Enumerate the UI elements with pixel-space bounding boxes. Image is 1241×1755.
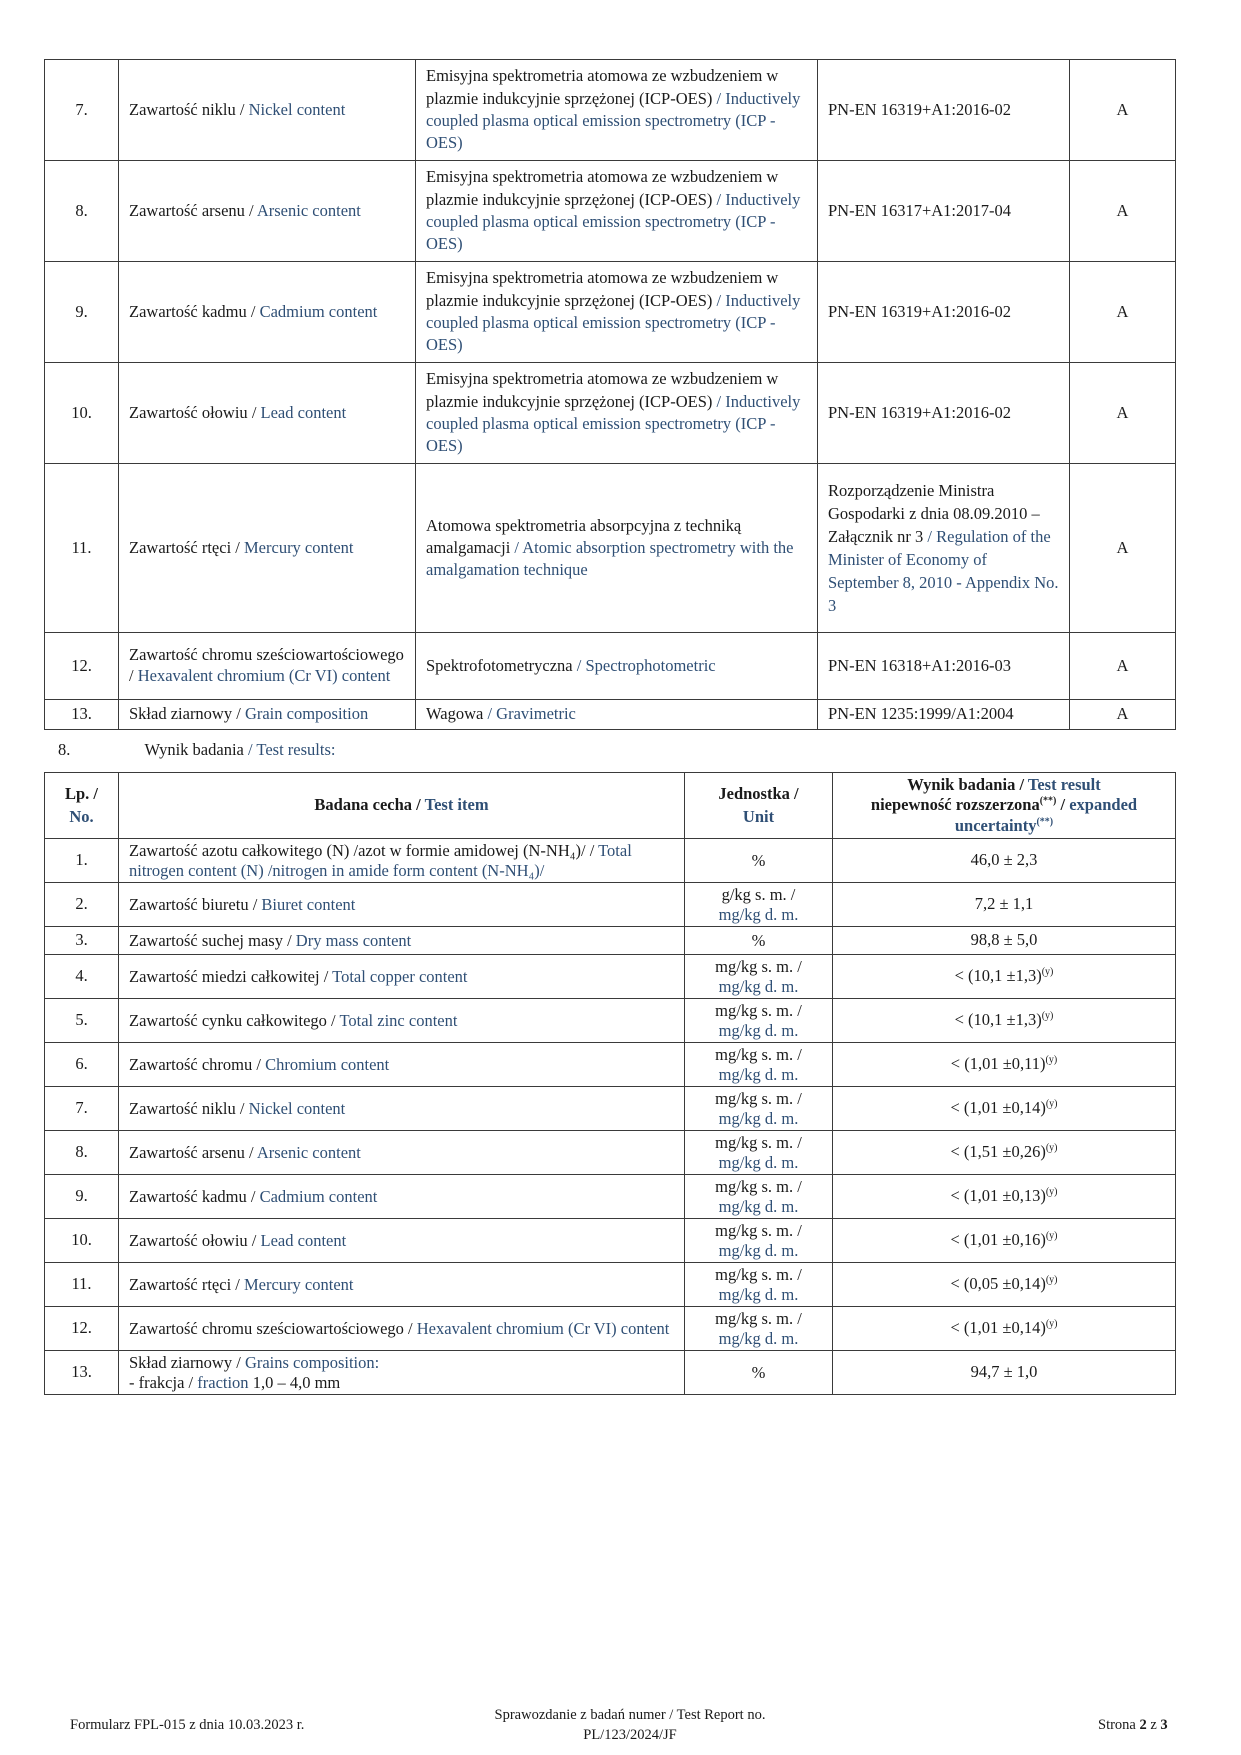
result-cell	[833, 839, 1176, 883]
result-row	[45, 1351, 1176, 1395]
feature-en: Grain composition	[244, 704, 369, 724]
result-footnote: (y)	[1045, 1186, 1058, 1198]
result-cell	[833, 927, 1176, 955]
unit-cell	[685, 1087, 833, 1131]
result-value: < (1,01 ±0,13)	[950, 1186, 1046, 1206]
header-unc-sup: (**)	[1039, 795, 1057, 807]
norm-pl: PN-EN 16319+A1:2016-02	[828, 402, 1012, 422]
test-item-cell	[119, 999, 685, 1043]
header-unc-en-sup: (**)	[1036, 816, 1054, 828]
header-unc-en: expanded uncertainty	[954, 795, 1138, 835]
test-item-cell	[119, 1087, 685, 1131]
feature-pl: Zawartość niklu	[129, 99, 236, 119]
result-cell	[833, 1263, 1176, 1307]
item-pl: Zawartość biuretu /	[129, 894, 258, 914]
norm-cell	[818, 700, 1070, 730]
item-en: Grains composition:	[244, 1352, 380, 1372]
unit-cell	[685, 927, 833, 955]
item-en: Cadmium content	[259, 1186, 378, 1206]
item-extra-pl: - frakcja /	[129, 1372, 194, 1392]
result-row	[45, 1219, 1176, 1263]
result-footnote: (y)	[1045, 1054, 1058, 1066]
row-number: 4.	[45, 955, 119, 999]
test-item-cell	[119, 955, 685, 999]
norm-pl: Rozporządzenie Ministra Gospodarki z dnia 08.09.2010 – Załącznik nr 3	[828, 480, 1040, 546]
feature-en: Hexavalent chromium (Cr VI) content	[137, 666, 391, 685]
method-en: Gravimetric	[496, 704, 576, 724]
category-cell: A	[1070, 363, 1176, 464]
methods-row	[45, 161, 1176, 262]
header-unit-en: Unit	[742, 806, 775, 826]
unit-cell	[685, 955, 833, 999]
result-row	[45, 1263, 1176, 1307]
result-footnote: (y)	[1045, 1230, 1058, 1242]
unit-en: mg/kg d. m.	[718, 1064, 799, 1084]
header-unit-pl: Jednostka /	[718, 784, 799, 804]
test-item-cell	[119, 927, 685, 955]
method-pl: Emisyjna spektrometria atomowa ze wzbudzeniem w plazmie indukcyjnie sprzężonej (ICP-OES)	[426, 369, 779, 411]
unit-en: mg/kg d. m.	[718, 1196, 799, 1216]
result-row	[45, 999, 1176, 1043]
item-en: Total zinc content	[339, 1010, 458, 1030]
result-value: < (1,01 ±0,11)	[950, 1054, 1046, 1074]
row-number: 1.	[45, 839, 119, 883]
test-item-cell	[119, 883, 685, 927]
unit-en: mg/kg d. m.	[718, 904, 799, 924]
method-en: Spectrophotometric	[585, 655, 716, 675]
result-row	[45, 1307, 1176, 1351]
unit-pl: %	[751, 930, 766, 950]
item-extra-value: 1,0 – 4,0 mm	[252, 1372, 341, 1392]
feature-cell: Skład ziarnowy / Grain composition	[119, 700, 416, 730]
unit-en: mg/kg d. m.	[718, 1240, 799, 1260]
result-footnote: (y)	[1045, 1274, 1058, 1286]
feature-pl: Zawartość kadmu	[129, 301, 247, 321]
row-number: 10.	[45, 1219, 119, 1263]
test-item-cell	[119, 1263, 685, 1307]
norm-pl: PN-EN 16319+A1:2016-02	[828, 301, 1012, 321]
norm-cell: Rozporządzenie Ministra Gospodarki z dnia 08.09.2010 – Załącznik nr 3 / Regulation of the Minister of Economy of September 8, 2010 - Appendix No. 3	[818, 464, 1070, 633]
result-cell	[833, 1219, 1176, 1263]
unit-cell	[685, 1043, 833, 1087]
result-cell	[833, 883, 1176, 927]
test-item-cell	[119, 1351, 685, 1395]
result-value: < (1,51 ±0,26)	[950, 1142, 1046, 1162]
row-number: 9.	[45, 1175, 119, 1219]
footer-report-label: Sprawozdanie z badań numer / Test Report no.	[494, 1707, 766, 1723]
result-cell	[833, 1087, 1176, 1131]
result-cell	[833, 1175, 1176, 1219]
feature-pl: Zawartość chromu sześciowartościowego	[129, 645, 404, 665]
unit-cell	[685, 839, 833, 883]
item-pl: Zawartość kadmu /	[129, 1186, 256, 1206]
section-number: 8.	[58, 740, 71, 759]
feature-en: Cadmium content	[259, 301, 378, 321]
norm-cell	[818, 262, 1070, 363]
method-pl: Atomowa spektrometria absorpcyjna z techniką amalgamacji	[426, 515, 742, 557]
header-lp-en: No.	[69, 806, 94, 826]
norm-pl: PN-EN 16319+A1:2016-02	[828, 99, 1012, 119]
feature-pl: Zawartość rtęci	[129, 537, 232, 557]
header-unc-pl: niepewność rozszerzona	[870, 795, 1040, 815]
methods-row	[45, 60, 1176, 161]
item-pl: Zawartość ołowiu /	[129, 1230, 257, 1250]
footer-report-id: PL/123/2024/JF	[583, 1726, 677, 1743]
header-result-en: Test result	[1027, 774, 1101, 794]
unit-en: mg/kg d. m.	[718, 1020, 799, 1040]
item-en: Total copper content	[332, 966, 468, 986]
category-cell: A	[1070, 262, 1176, 363]
feature-cell: Zawartość arsenu / Arsenic content	[119, 161, 416, 262]
result-footnote: (y)	[1041, 966, 1054, 978]
result-cell	[833, 1307, 1176, 1351]
method-cell: Emisyjna spektrometria atomowa ze wzbudzeniem w plazmie indukcyjnie sprzężonej (ICP-OES) / Inductively coupled plasma optical emission spectrometry (ICP -OES)	[416, 161, 818, 262]
norm-pl: PN-EN 1235:1999/A1:2004	[828, 704, 1014, 724]
row-number: 7.	[45, 60, 119, 161]
feature-cell: Zawartość chromu sześciowartościowego / Hexavalent chromium (Cr VI) content	[119, 633, 416, 700]
test-item-cell	[119, 1043, 685, 1087]
result-row	[45, 1087, 1176, 1131]
unit-pl: %	[751, 850, 766, 870]
row-number: 12.	[45, 633, 119, 700]
results-header-row	[45, 773, 1176, 839]
results-table	[44, 772, 1176, 1395]
section-label-en: Test results:	[256, 740, 336, 759]
result-cell	[833, 1351, 1176, 1395]
page-total: 3	[1160, 1717, 1168, 1733]
category-cell: A	[1070, 633, 1176, 700]
item-pl: Zawartość niklu /	[129, 1098, 245, 1118]
header-item-en: Test item	[424, 795, 489, 815]
norm-cell	[818, 60, 1070, 161]
page-prefix: Strona	[1098, 1717, 1136, 1733]
result-row	[45, 927, 1176, 955]
unit-pl: mg/kg s. m. /	[715, 1308, 802, 1328]
methods-row	[45, 464, 1176, 633]
result-cell	[833, 999, 1176, 1043]
results-body	[45, 839, 1176, 1395]
method-en: Inductively coupled plasma optical emission spectrometry (ICP -OES)	[426, 189, 801, 254]
method-en: Inductively coupled plasma optical emission spectrometry (ICP -OES)	[426, 88, 801, 153]
method-cell: Wagowa / Gravimetric	[416, 700, 818, 730]
unit-en: mg/kg d. m.	[718, 1328, 799, 1348]
result-value: 7,2 ± 1,1	[974, 894, 1034, 914]
feature-cell: Zawartość rtęci / Mercury content	[119, 464, 416, 633]
unit-en: mg/kg d. m.	[718, 976, 799, 996]
category-cell: A	[1070, 161, 1176, 262]
feature-en: Nickel content	[248, 99, 346, 119]
feature-en: Lead content	[260, 402, 347, 422]
result-row	[45, 883, 1176, 927]
method-pl: Emisyjna spektrometria atomowa ze wzbudzeniem w plazmie indukcyjnie sprzężonej (ICP-OES)	[426, 66, 779, 108]
unit-pl: %	[751, 1362, 766, 1382]
result-value: < (1,01 ±0,14)	[950, 1318, 1046, 1338]
norm-cell	[818, 363, 1070, 464]
footer-form-id: Formularz FPL-015 z dnia 10.03.2023 r.	[70, 1717, 305, 1733]
test-item-cell	[119, 1175, 685, 1219]
footer-page-number	[1098, 1716, 1168, 1736]
result-footnote: (y)	[1045, 1142, 1058, 1154]
feature-cell: Zawartość niklu / Nickel content	[119, 60, 416, 161]
norm-pl: PN-EN 16318+A1:2016-03	[828, 655, 1012, 675]
item-pl: Zawartość chromu sześciowartościowego /	[129, 1318, 413, 1338]
page-current: 2	[1139, 1717, 1147, 1733]
test-item-cell	[119, 1219, 685, 1263]
method-cell: Atomowa spektrometria absorpcyjna z techniką amalgamacji / Atomic absorption spectrometry with the amalgamation technique	[416, 464, 818, 633]
category-cell: A	[1070, 700, 1176, 730]
method-cell: Spektrofotometryczna / Spectrophotometric	[416, 633, 818, 700]
unit-cell	[685, 1351, 833, 1395]
unit-en: mg/kg d. m.	[718, 1284, 799, 1304]
unit-cell	[685, 999, 833, 1043]
unit-pl: mg/kg s. m. /	[715, 1088, 802, 1108]
method-cell: Emisyjna spektrometria atomowa ze wzbudzeniem w plazmie indukcyjnie sprzężonej (ICP-OES) / Inductively coupled plasma optical emission spectrometry (ICP -OES)	[416, 363, 818, 464]
norm-pl: PN-EN 16317+A1:2017-04	[828, 200, 1012, 220]
row-number: 11.	[45, 464, 119, 633]
item-pl: Zawartość azotu całkowitego (N) /azot w formie amidowej (N-NH₄)/ /	[129, 840, 595, 860]
result-row	[45, 839, 1176, 883]
unit-cell	[685, 1131, 833, 1175]
item-pl: Skład ziarnowy /	[129, 1352, 241, 1372]
item-en: Chromium content	[265, 1054, 390, 1074]
unit-cell	[685, 883, 833, 927]
methods-table	[44, 59, 1176, 730]
unit-pl: g/kg s. m. /	[721, 884, 796, 904]
header-number	[45, 773, 119, 839]
row-number: 8.	[45, 1131, 119, 1175]
row-number: 11.	[45, 1263, 119, 1307]
method-en: Inductively coupled plasma optical emission spectrometry (ICP -OES)	[426, 290, 801, 355]
feature-cell: Zawartość ołowiu / Lead content	[119, 363, 416, 464]
row-number: 13.	[45, 700, 119, 730]
row-number: 9.	[45, 262, 119, 363]
method-pl: Emisyjna spektrometria atomowa ze wzbudzeniem w plazmie indukcyjnie sprzężonej (ICP-OES)	[426, 167, 779, 209]
result-value: 46,0 ± 2,3	[970, 850, 1038, 870]
result-cell	[833, 1131, 1176, 1175]
item-en: Hexavalent chromium (Cr VI) content	[416, 1318, 670, 1338]
result-row	[45, 955, 1176, 999]
category-cell: A	[1070, 60, 1176, 161]
method-en: Inductively coupled plasma optical emission spectrometry (ICP -OES)	[426, 391, 801, 456]
result-row	[45, 1131, 1176, 1175]
method-cell: Emisyjna spektrometria atomowa ze wzbudzeniem w plazmie indukcyjnie sprzężonej (ICP-OES) / Inductively coupled plasma optical emission spectrometry (ICP -OES)	[416, 262, 818, 363]
row-number: 13.	[45, 1351, 119, 1395]
item-extra-en: fraction	[197, 1372, 249, 1392]
item-pl: Zawartość cynku całkowitego /	[129, 1010, 336, 1030]
unit-pl: mg/kg s. m. /	[715, 1176, 802, 1196]
item-en: Nickel content	[248, 1098, 346, 1118]
feature-pl: Zawartość ołowiu	[129, 402, 248, 422]
item-pl: Zawartość arsenu /	[129, 1142, 254, 1162]
methods-row	[45, 262, 1176, 363]
unit-cell	[685, 1219, 833, 1263]
item-en: Total nitrogen content (N) /nitrogen in amide form content (N-NH₄)/	[129, 840, 632, 880]
header-result: Wynik badania / Test result niepewność rozszerzona(**) / expanded uncertainty(**)	[833, 773, 1176, 839]
result-value: < (1,01 ±0,14)	[950, 1098, 1046, 1118]
method-en: Atomic absorption spectrometry with the amalgamation technique	[426, 537, 794, 580]
header-test-item	[119, 773, 685, 839]
unit-cell	[685, 1263, 833, 1307]
item-en: Mercury content	[243, 1274, 354, 1294]
result-value: < (10,1 ±1,3)	[954, 1010, 1042, 1030]
unit-pl: mg/kg s. m. /	[715, 956, 802, 976]
method-pl: Emisyjna spektrometria atomowa ze wzbudzeniem w plazmie indukcyjnie sprzężonej (ICP-OES)	[426, 268, 779, 310]
test-item-cell	[119, 1131, 685, 1175]
result-row	[45, 1043, 1176, 1087]
header-lp-pl: Lp. /	[64, 784, 99, 804]
header-result-pl: Wynik badania /	[907, 774, 1025, 794]
result-row	[45, 1175, 1176, 1219]
norm-cell	[818, 633, 1070, 700]
unit-pl: mg/kg s. m. /	[715, 1220, 802, 1240]
header-unit	[685, 773, 833, 839]
feature-en: Arsenic content	[256, 200, 361, 220]
footer-report-number	[430, 1706, 830, 1745]
category-cell: A	[1070, 464, 1176, 633]
test-item-cell	[119, 1307, 685, 1351]
item-pl: Zawartość chromu /	[129, 1054, 261, 1074]
result-cell	[833, 955, 1176, 999]
method-pl: Wagowa	[426, 704, 484, 724]
method-pl: Spektrofotometryczna	[426, 655, 573, 675]
methods-row	[45, 363, 1176, 464]
row-number: 3.	[45, 927, 119, 955]
result-footnote: (y)	[1045, 1098, 1058, 1110]
result-footnote: (y)	[1045, 1318, 1058, 1330]
result-value: < (1,01 ±0,16)	[950, 1230, 1046, 1250]
item-pl: Zawartość miedzi całkowitej /	[129, 966, 329, 986]
page-separator: z	[1150, 1717, 1157, 1733]
item-en: Biuret content	[261, 894, 356, 914]
section-heading: 8. Wynik badania / Test results:	[58, 740, 336, 759]
unit-pl: mg/kg s. m. /	[715, 1044, 802, 1064]
item-pl: Zawartość suchej masy /	[129, 930, 292, 950]
row-number: 8.	[45, 161, 119, 262]
unit-pl: mg/kg s. m. /	[715, 1132, 802, 1152]
row-number: 5.	[45, 999, 119, 1043]
unit-en: mg/kg d. m.	[718, 1152, 799, 1172]
row-number: 12.	[45, 1307, 119, 1351]
unit-en: mg/kg d. m.	[718, 1108, 799, 1128]
methods-row	[45, 633, 1176, 700]
header-item-pl: Badana cecha /	[314, 795, 421, 815]
row-number: 6.	[45, 1043, 119, 1087]
result-value: < (0,05 ±0,14)	[950, 1274, 1046, 1294]
feature-en: Mercury content	[244, 537, 354, 557]
method-cell: Emisyjna spektrometria atomowa ze wzbudzeniem w plazmie indukcyjnie sprzężonej (ICP-OES) / Inductively coupled plasma optical emission spectrometry (ICP -OES)	[416, 60, 818, 161]
unit-cell	[685, 1175, 833, 1219]
unit-cell	[685, 1307, 833, 1351]
norm-cell	[818, 161, 1070, 262]
result-value: 98,8 ± 5,0	[970, 930, 1038, 950]
item-pl: Zawartość rtęci /	[129, 1274, 240, 1294]
result-cell	[833, 1043, 1176, 1087]
result-value: 94,7 ± 1,0	[970, 1362, 1038, 1382]
result-value: < (10,1 ±1,3)	[954, 966, 1042, 986]
section-label-pl: Wynik badania	[144, 740, 244, 759]
unit-pl: mg/kg s. m. /	[715, 1264, 802, 1284]
item-en: Dry mass content	[295, 930, 412, 950]
feature-pl: Zawartość arsenu	[129, 200, 245, 220]
unit-pl: mg/kg s. m. /	[715, 1000, 802, 1020]
row-number: 2.	[45, 883, 119, 927]
item-en: Arsenic content	[256, 1142, 361, 1162]
norm-en: Regulation of the Minister of Economy of September 8, 2010 - Appendix No. 3	[828, 526, 1059, 616]
test-item-cell	[119, 839, 685, 883]
row-number: 7.	[45, 1087, 119, 1131]
item-en: Lead content	[260, 1230, 347, 1250]
feature-pl: Skład ziarnowy	[129, 704, 233, 724]
methods-row	[45, 700, 1176, 730]
row-number: 10.	[45, 363, 119, 464]
feature-cell: Zawartość kadmu / Cadmium content	[119, 262, 416, 363]
result-footnote: (y)	[1041, 1010, 1054, 1022]
